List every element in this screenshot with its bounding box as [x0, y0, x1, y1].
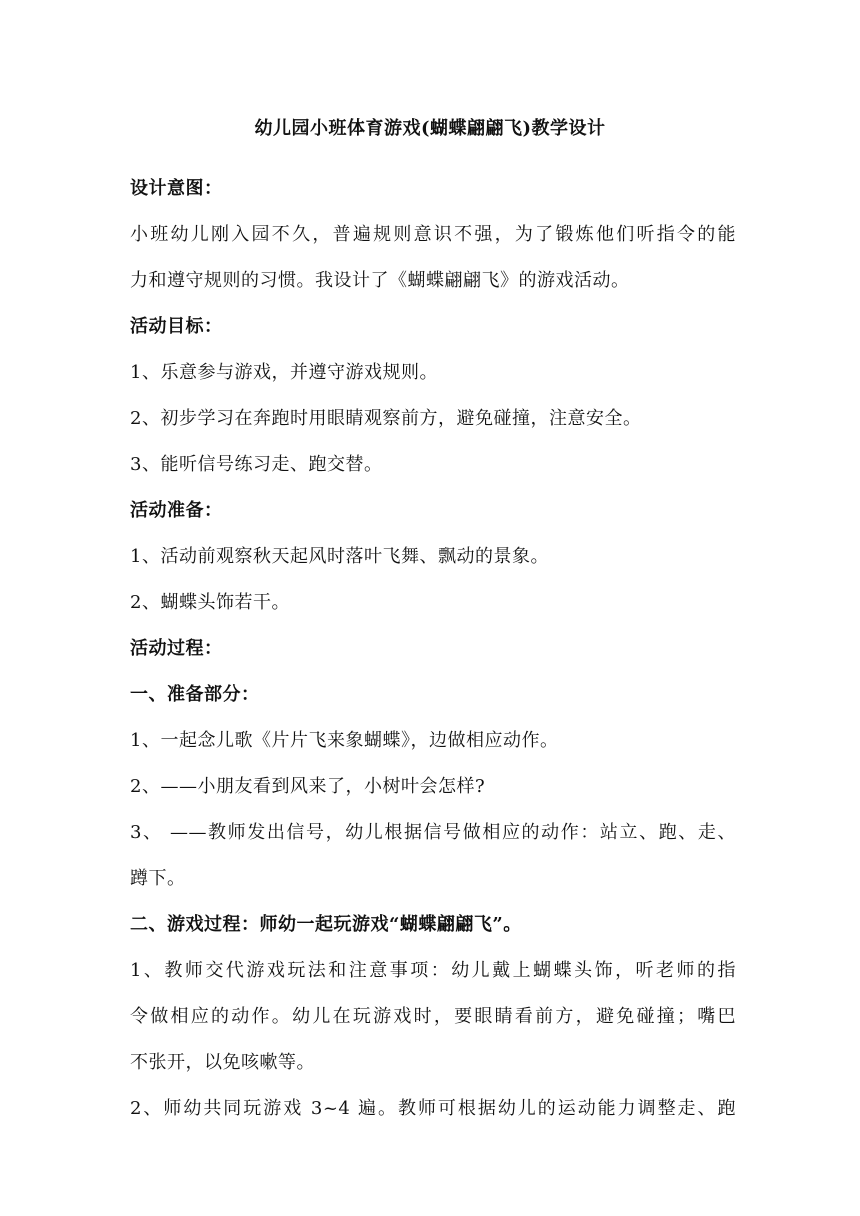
body-text-line: 2、——小朋友看到风来了，小树叶会怎样?: [130, 776, 486, 797]
body-text-line: 1、活动前观察秋天起风时落叶飞舞、飘动的景象。: [130, 546, 549, 567]
body-text-line: 小班幼儿刚入园不久，普遍规则意识不强，为了锻炼他们听指令的能: [130, 224, 736, 245]
section-heading: 二、游戏过程：师幼一起玩游戏“蝴蝶翩翩飞”。: [130, 914, 522, 935]
body-text-line: 3、 ——教师发出信号，幼儿根据信号做相应的动作：站立、跑、走、: [130, 822, 736, 843]
section-heading: 活动过程：: [130, 638, 223, 659]
body-text-line: 2、初步学习在奔跑时用眼睛观察前方，避免碰撞，注意安全。: [130, 408, 642, 429]
body-text-line: 令做相应的动作。幼儿在玩游戏时，要眼睛看前方，避免碰撞；嘴巴: [130, 1006, 736, 1027]
body-text-line: 蹲下。: [130, 868, 186, 889]
document-body: [130, 172, 736, 1138]
body-text-line: 不张开，以免咳嗽等。: [130, 1052, 315, 1073]
section-heading: 活动目标：: [130, 316, 223, 337]
section-heading: 设计意图：: [130, 178, 223, 199]
section-heading: 一、准备部分：: [130, 684, 260, 705]
body-text-line: 2、蝴蝶头饰若干。: [130, 592, 290, 613]
body-text-line: 力和遵守规则的习惯。我设计了《蝴蝶翩翩飞》的游戏活动。: [130, 270, 630, 291]
document-title: 幼儿园小班体育游戏(蝴蝶翩翩飞)教学设计: [254, 118, 606, 139]
body-text-line: 3、能听信号练习走、跑交替。: [130, 454, 383, 475]
body-text-line: 1、教师交代游戏玩法和注意事项：幼儿戴上蝴蝶头饰，听老师的指: [130, 960, 736, 981]
body-text-line: 1、乐意参与游戏，并遵守游戏规则。: [130, 362, 438, 383]
body-text-line: 1、一起念儿歌《片片飞来象蝴蝶》，边做相应动作。: [130, 730, 559, 751]
section-heading: 活动准备：: [130, 500, 223, 521]
body-text-line: 2、师幼共同玩游戏 3~4 遍。教师可根据幼儿的运动能力调整走、跑: [130, 1098, 736, 1119]
